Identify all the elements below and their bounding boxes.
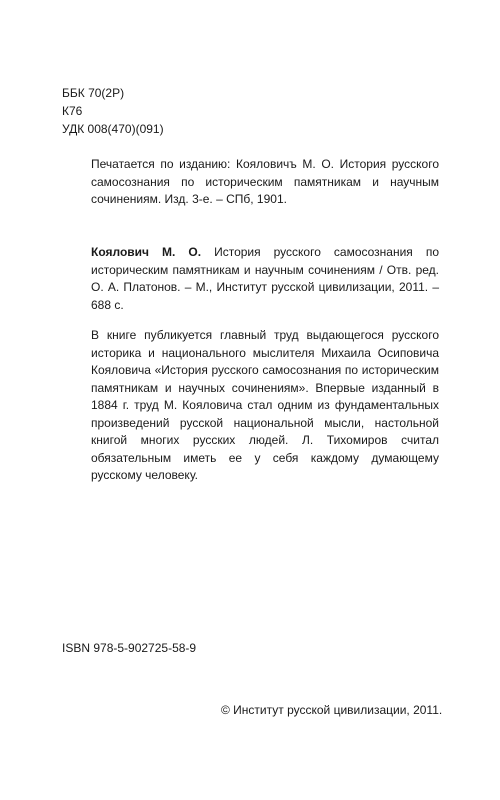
source-edition-text: Печатается по изданию: Кояловичъ М. О. История русского самосознания по историческим памятникам и научным сочинениям. Изд. 3-е. – СПб, 1901. xyxy=(91,157,439,206)
bib-description: История русского самосознания по историческим памятникам и научным сочинениям / Отв. ред. О. А. Платонов. – М., Институт русской цивилизации, 2011. – 688 с. xyxy=(91,245,439,312)
bbk-code: ББК 70(2Р) xyxy=(62,86,125,100)
bibliographic-record xyxy=(91,244,439,314)
book-annotation xyxy=(91,327,439,485)
copyright-notice: © Институт русской цивилизации, 2011. xyxy=(221,703,443,717)
annotation-text: В книге публикуется главный труд выдающегося русского историка и национального мыслителя Михаила Осиповича Кояловича «История русского самосознания по историческим памятникам и научных сочинениям». Впервые изданный в 1884 г. труд М. Кояловича стал одним из фундаментальных произведений русской национальной мысли, настольной книгой многих русских людей. Л. Тихомиров считал обязательным иметь ее у себя каждому думающему русскому человеку. xyxy=(91,328,439,482)
udk-code: УДК 008(470)(091) xyxy=(62,122,164,136)
bib-author: Коялович М. О. xyxy=(91,245,202,259)
source-edition-note xyxy=(91,156,439,209)
classification-codes xyxy=(62,84,164,138)
isbn: ISBN 978-5-902725-58-9 xyxy=(62,641,197,655)
author-mark: К76 xyxy=(62,104,83,118)
